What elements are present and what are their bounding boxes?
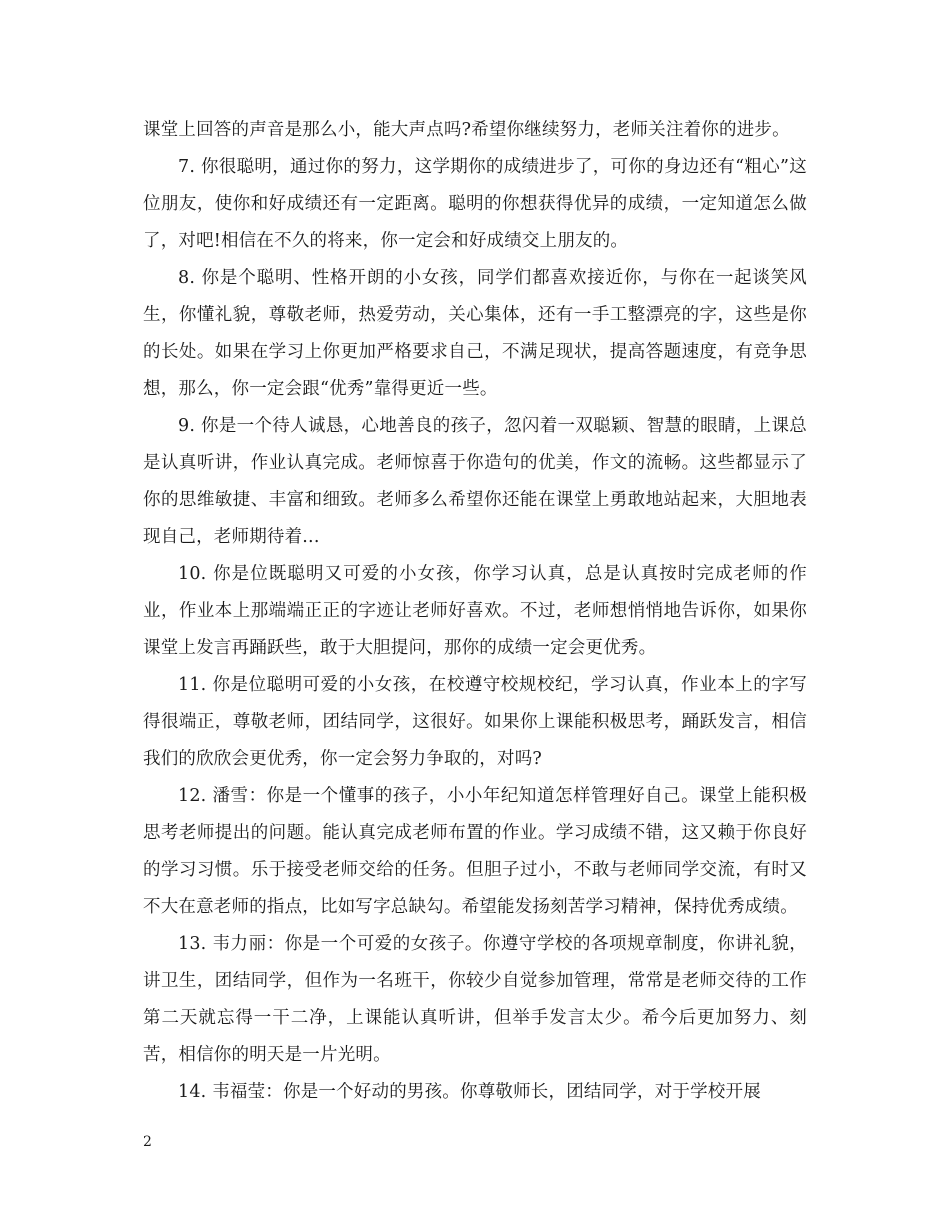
paragraph-item-10: 10. 你是位既聪明又可爱的小女孩，你学习认真，总是认真按时完成老师的作业，作业本上那端端正正的字迹让老师好喜欢。不过，老师想悄悄地告诉你，如果你课堂上发言再踊跃些，敢于大胆提问，那你的成绩一定会更优秀。 (143, 564, 807, 658)
page-number: 2 (143, 1134, 152, 1150)
paragraph-continuation: 课堂上回答的声音是那么小，能大声点吗?希望你继续努力，老师关注着你的进步。 (143, 120, 790, 140)
paragraph-item-13: 13. 韦力丽：你是一个可爱的女孩子。你遵守学校的各项规章制度，你讲礼貌，讲卫生，团结同学，但作为一名班干，你较少自觉参加管理，常常是老师交待的工作第二天就忘得一干二净，上课能认真听讲，但举手发言太少。希今后更加努力、刻苦，相信你的明天是一片光明。 (143, 934, 807, 1065)
paragraph-item-14: 14. 韦福莹：你是一个好动的男孩。你尊敬师长，团结同学，对于学校开展 (178, 1082, 761, 1102)
document-body (143, 112, 807, 1111)
paragraph-item-12: 12. 潘雪：你是一个懂事的孩子，小小年纪知道怎样管理好自己。课堂上能积极思考老师提出的问题。能认真完成老师布置的作业。学习成绩不错，这又赖于你良好的学习习惯。乐于接受老师交给的任务。但胆子过小，不敢与老师同学交流，有时又不大在意老师的指点，比如写字总缺勾。希望能发扬刻苦学习精神，保持优秀成绩。 (143, 786, 807, 917)
paragraph-item-11: 11. 你是位聪明可爱的小女孩，在校遵守校规校纪，学习认真，作业本上的字写得很端正，尊敬老师，团结同学，这很好。如果你上课能积极思考，踊跃发言，相信我们的欣欣会更优秀，你一定会努力争取的，对吗? (143, 675, 807, 769)
paragraph-item-7: 7. 你很聪明，通过你的努力，这学期你的成绩进步了，可你的身边还有“粗心”这位朋友，使你和好成绩还有一定距离。聪明的你想获得优异的成绩，一定知道怎么做了，对吧!相信在不久的将来，你一定会和好成绩交上朋友的。 (143, 157, 807, 251)
paragraph-item-9: 9. 你是一个待人诚恳，心地善良的孩子，忽闪着一双聪颖、智慧的眼睛，上课总是认真听讲，作业认真完成。老师惊喜于你造句的优美，作文的流畅。这些都显示了你的思维敏捷、丰富和细致。老师多么希望你还能在课堂上勇敢地站起来，大胆地表现自己，老师期待着... (143, 416, 807, 547)
paragraph-item-8: 8. 你是个聪明、性格开朗的小女孩，同学们都喜欢接近你，与你在一起谈笑风生，你懂礼貌，尊敬老师，热爱劳动，关心集体，还有一手工整漂亮的字，这些是你的长处。如果在学习上你更加严格要求自己，不满足现状，提高答题速度，有竞争思想，那么，你一定会跟“优秀”靠得更近一些。 (143, 268, 807, 399)
